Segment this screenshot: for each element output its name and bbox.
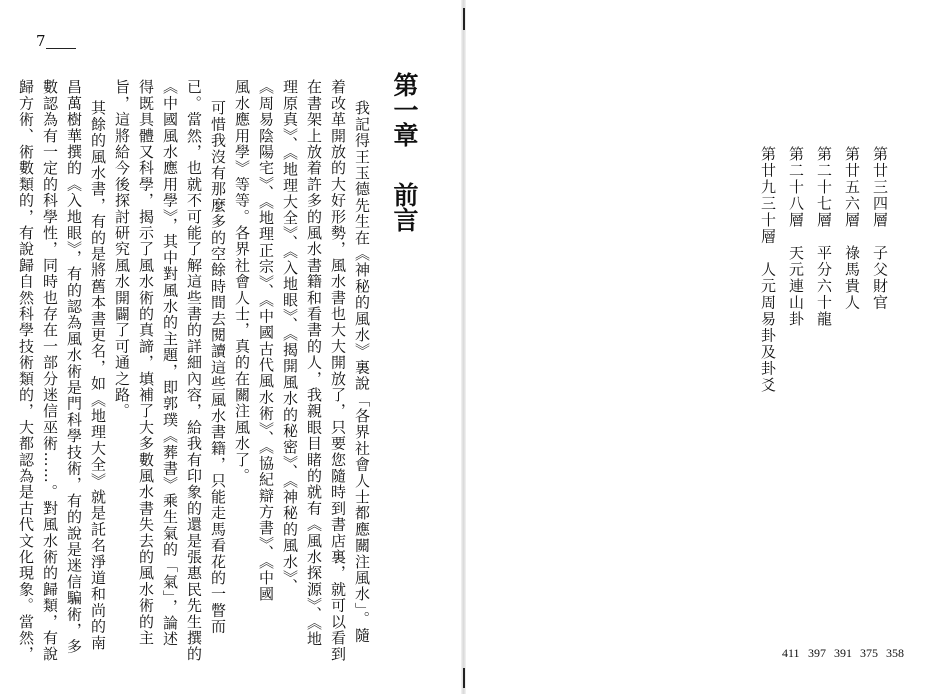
toc-page-ref: 358 <box>886 646 904 660</box>
text-column: 已。當然，也就不可能了解這些書的詳細內容，給我有印象的還是張惠民先生撰的 <box>185 79 203 663</box>
text-column: 理原真》、《地理大全》、《入地眼》、《揭開風水的秘密》、《神秘的風水》、 <box>281 79 299 595</box>
text-column: 風水應用學》等等。各界社會人士，真的在關注風水了。 <box>233 79 251 484</box>
text-column: 得既具體又科學，揭示了風水術的真諦，填補了大多數風水書失去的風水術的主 <box>137 79 155 646</box>
gutter-mark <box>463 668 465 688</box>
chapter-label: 第一章 <box>390 72 419 147</box>
toc-entry: 第二十七層 平分六十龍 <box>815 146 833 328</box>
text-column: 着改革開放的大好形勢，風水書也大大開放了，只要您隨時到書店裏，就可以看到 <box>329 79 347 663</box>
text-column: 歸方術、術數類的，有說歸自然科學技術類的，大都認為是古代文化現象。當然， <box>17 79 35 663</box>
text-column: 數認為有一定的科學性，同時也存在一部分迷信巫術……。對風水術的歸類，有說 <box>41 79 59 663</box>
toc-entry: 第廿五六層 祿馬貴人 <box>843 146 861 311</box>
page-number-rule <box>46 48 76 49</box>
left-page <box>0 0 462 694</box>
text-column: 昌萬樹華撰的《入地眼》，有的認為風水術是門科學技術，有的說是迷信騙術，多 <box>65 79 83 655</box>
toc-page-ref: 411 <box>782 646 800 660</box>
gutter-mark <box>463 8 465 30</box>
toc-page-ref: 375 <box>860 646 878 660</box>
toc-page-ref: 397 <box>808 646 826 660</box>
text-column: 在書架上放着許多的風水書籍和看書的人，我親眼目睹的就有《風水探源》、《地 <box>305 79 323 648</box>
page-number: 7 <box>36 32 46 50</box>
chapter-title: 前言 <box>390 182 419 232</box>
text-column: 我記得王玉德先生在《神秘的風水》裏說「各界社會人士都應關注風水」。隨 <box>353 100 371 644</box>
text-column: 可惜我沒有那麼多的空餘時間去閱讀這些風水書籍，只能走馬看花的一瞥而 <box>209 100 227 635</box>
text-column: 《周易陰陽宅》、《地理正宗》、《中國古代風水術》、《協紀辯方書》、《中國 <box>257 79 275 603</box>
toc-entry: 第二十八層 天元連山卦 <box>787 146 805 328</box>
right-page <box>466 0 928 694</box>
text-column: 《中國風水應用學》，其中對風水的主題，即郭璞《葬書》乘生氣的「氣」，論述 <box>161 79 179 648</box>
toc-page-ref: 391 <box>834 646 852 660</box>
text-column: 其餘的風水書，有的是將舊本書更名，如《地理大全》就是託名淨道和尚的南 <box>89 100 107 651</box>
toc-entry: 第廿九三十層 人元周易卦及卦爻 <box>759 146 777 394</box>
text-column: 旨，這將給今後探討研究風水開闢了可通之路。 <box>113 79 131 420</box>
toc-entry: 第廿三四層 子父財官 <box>871 146 889 311</box>
